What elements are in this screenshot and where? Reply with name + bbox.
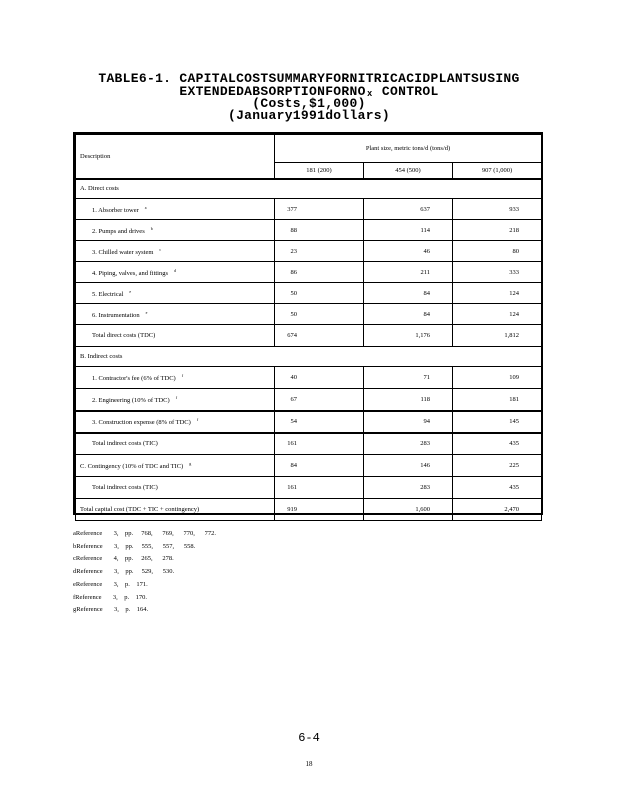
table-title-line-4: (January1991dollars) xyxy=(227,108,391,123)
table-row xyxy=(76,262,542,283)
footnote-marker: g xyxy=(189,461,192,467)
total-capital-row xyxy=(76,499,542,521)
row-label: 2. Pumps and drives xyxy=(92,228,145,236)
table-cell: 1,812 xyxy=(453,325,542,347)
row-label: 4. Piping, valves, and fittings xyxy=(92,270,169,278)
footnote-marker: b xyxy=(150,225,153,231)
row-label: 1. Contractor's fee (6% of TDC) xyxy=(92,375,176,383)
table-cell: 674 xyxy=(275,325,364,347)
footnote-marker: d xyxy=(174,267,177,273)
row-label: 3. Chilled water system xyxy=(92,249,154,257)
column-header-454: 454 (500) xyxy=(364,163,453,179)
table-cell: 109 xyxy=(453,367,542,389)
total-indirect-row xyxy=(76,433,542,455)
table-cell: 88 xyxy=(275,220,364,241)
table-row xyxy=(76,199,542,220)
table-cell: 145 xyxy=(453,411,542,433)
table-cell: 114 xyxy=(364,220,453,241)
table-cell: 919 xyxy=(275,499,364,521)
plant-size-header: Plant size, metric tons/d (tons/d) xyxy=(275,135,542,163)
page-number: 6-4 xyxy=(298,731,320,745)
footnote-marker: f xyxy=(196,417,199,423)
footnotes xyxy=(73,528,373,617)
table-row xyxy=(76,389,542,411)
section-direct-costs: A. Direct costs xyxy=(76,179,542,199)
table-row xyxy=(76,304,542,325)
table-cell: 283 xyxy=(364,433,453,455)
row-label: Total indirect costs (TIC) xyxy=(76,477,275,499)
table-cell: 84 xyxy=(364,283,453,304)
table-title-line-3: (Costs,$1,000) xyxy=(252,96,366,111)
row-label: 3. Construction expense (8% of TDC) xyxy=(92,419,191,427)
table-row xyxy=(76,411,542,433)
capital-cost-table xyxy=(73,132,543,515)
footnote-marker: c xyxy=(159,246,162,252)
row-label: Total capital cost (TDC + TIC + contingency) xyxy=(76,499,275,521)
table-row xyxy=(76,241,542,262)
footnote-marker: e xyxy=(129,288,132,294)
table-row xyxy=(76,220,542,241)
contingency-row xyxy=(76,455,542,477)
table-cell: 225 xyxy=(453,455,542,477)
column-header-181: 181 (200) xyxy=(275,163,364,179)
table-cell: 435 xyxy=(453,433,542,455)
row-label: Total indirect costs (TIC) xyxy=(76,433,275,455)
table-cell: 40 xyxy=(275,367,364,389)
section-indirect-costs: B. Indirect costs xyxy=(76,347,542,367)
footnote-marker: e xyxy=(145,309,148,315)
row-label: C. Contingency (10% of TDC and TIC) xyxy=(80,463,184,471)
table-cell: 84 xyxy=(364,304,453,325)
footnote: fReference 3, p. 170. xyxy=(73,593,148,601)
table-cell: 94 xyxy=(364,411,453,433)
table-cell: 1,176 xyxy=(364,325,453,347)
table-cell: 124 xyxy=(453,283,542,304)
footnote-marker: f xyxy=(175,395,178,401)
table-cell: 283 xyxy=(364,477,453,499)
table-row xyxy=(76,283,542,304)
table-cell: 84 xyxy=(275,455,364,477)
table-cell: 124 xyxy=(453,304,542,325)
footnote: bReference 3, pp. 555, 557, 558. xyxy=(73,542,196,550)
table-cell: 933 xyxy=(453,199,542,220)
table-cell: 2,470 xyxy=(453,499,542,521)
table-cell: 80 xyxy=(453,241,542,262)
table-cell: 181 xyxy=(453,389,542,411)
table-cell: 54 xyxy=(275,411,364,433)
table-cell: 67 xyxy=(275,389,364,411)
table-cell: 23 xyxy=(275,241,364,262)
table-cell: 211 xyxy=(364,262,453,283)
table-title-line-2: EXTENDEDABSORPTIONFORNOₓ CONTROL xyxy=(179,84,439,99)
total-indirect-row-2 xyxy=(76,477,542,499)
footnote: eReference 3, p. 171. xyxy=(73,580,148,588)
table-cell: 50 xyxy=(275,304,364,325)
table-cell: 118 xyxy=(364,389,453,411)
table-title-line-1: TABLE6-1. CAPITALCOSTSUMMARYFORNITRICACIDPLANTSUSING xyxy=(98,71,520,86)
row-label: 5. Electrical xyxy=(92,291,124,299)
table-cell: 146 xyxy=(364,455,453,477)
footnote: cReference 4, pp. 265, 278. xyxy=(73,555,174,563)
table-cell: 71 xyxy=(364,367,453,389)
table-cell: 435 xyxy=(453,477,542,499)
footnote: aReference 3, pp. 768, 769, 770, 772. xyxy=(73,530,216,537)
row-label: 1. Absorber tower xyxy=(92,207,139,215)
column-header-907: 907 (1,000) xyxy=(453,163,542,179)
table-cell: 50 xyxy=(275,283,364,304)
table-cell: 333 xyxy=(453,262,542,283)
table-cell: 46 xyxy=(364,241,453,262)
table-cell: 637 xyxy=(364,199,453,220)
description-header: Description xyxy=(76,135,275,179)
footnote-marker: f xyxy=(181,373,184,379)
total-direct-row xyxy=(76,325,542,347)
footnote: dReference 3, pp. 529, 530. xyxy=(73,568,175,576)
table-row xyxy=(76,367,542,389)
row-label: 2. Engineering (10% of TDC) xyxy=(92,397,170,405)
table-cell: 161 xyxy=(275,433,364,455)
row-label: 6. Instrumentation xyxy=(92,312,140,320)
table-cell: 161 xyxy=(275,477,364,499)
table-cell: 86 xyxy=(275,262,364,283)
footnote-marker: a xyxy=(144,204,147,210)
row-label: Total direct costs (TDC) xyxy=(76,325,275,347)
table-cell: 377 xyxy=(275,199,364,220)
table-cell: 1,600 xyxy=(364,499,453,521)
page-small-number: 18 xyxy=(305,760,313,768)
footnote: gReference 3, p. 164. xyxy=(73,606,149,614)
table-cell: 218 xyxy=(453,220,542,241)
